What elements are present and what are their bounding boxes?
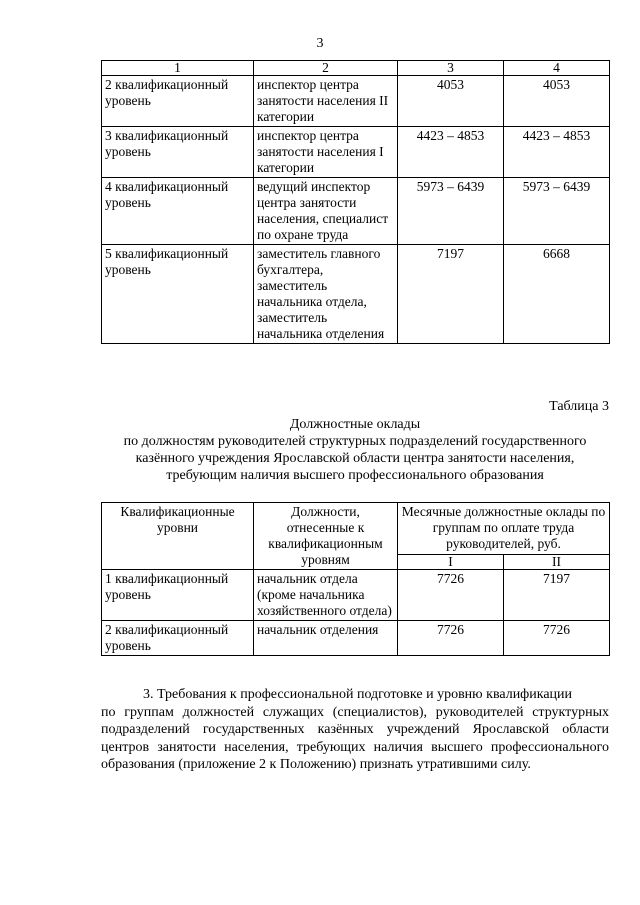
salary-value: 7197	[398, 245, 504, 344]
salary-value: 5973 – 6439	[398, 178, 504, 245]
page-number: 3	[316, 36, 324, 51]
qualification-level: 2 квалификационный уровень	[102, 621, 254, 656]
header-levels: Квалификационные уровни	[102, 503, 254, 570]
salary-value: 4053	[504, 76, 610, 127]
column-number: 4	[504, 61, 610, 76]
paragraph-text: по группам должностей служащих (специалистов), руководителей структурных подразделений государственных казённых учреждений Ярославской области центров занятости населения, требующих наличия высшего профессионального образования (приложение 2 к Положению) признать утратившими силу.	[101, 704, 609, 772]
position-name: начальник отделения	[254, 621, 398, 656]
paragraph-first-line: 3. Требования к профессиональной подготовке и уровню квалификации	[143, 687, 573, 702]
qualification-level: 2 квалификационный уровень	[102, 76, 254, 127]
header-salaries: Месячные должностные оклады по группам по оплате труда руководителей, руб.	[398, 503, 610, 555]
salary-value: 4423 – 4853	[504, 127, 610, 178]
salary-value: 7197	[504, 570, 610, 621]
position-name: заместитель главного бухгалтера, заместитель начальника отдела, заместитель начальника отделения	[254, 245, 398, 344]
position-name: инспектор центра занятости населения II категории	[254, 76, 398, 127]
table-title	[101, 416, 609, 484]
qualification-level: 3 квалификационный уровень	[102, 127, 254, 178]
position-name: начальник отдела (кроме начальника хозяйственного отдела)	[254, 570, 398, 621]
table-subtitle: по должностям руководителей структурных подразделений государственного казённого учреждения Ярославской области центра занятости населения, требующим наличия высшего профессионального образования	[123, 434, 587, 483]
table-number: Таблица 3	[549, 399, 609, 414]
table-row	[102, 245, 610, 344]
qualification-level: 4 квалификационный уровень	[102, 178, 254, 245]
salary-value: 4053	[398, 76, 504, 127]
table-row	[102, 570, 610, 621]
body-paragraph	[101, 686, 609, 774]
salary-table-continuation	[101, 60, 610, 344]
column-number: 2	[254, 61, 398, 76]
table-title-line: Должностные оклады	[289, 417, 421, 432]
salary-value: 7726	[398, 570, 504, 621]
salary-value: 7726	[398, 621, 504, 656]
header-group-1: I	[398, 554, 504, 569]
table-row	[102, 178, 610, 245]
position-name: инспектор центра занятости населения I категории	[254, 127, 398, 178]
qualification-level: 1 квалификационный уровень	[102, 570, 254, 621]
salary-value: 5973 – 6439	[504, 178, 610, 245]
table-row	[102, 621, 610, 656]
salary-value: 7726	[504, 621, 610, 656]
manager-salary-table	[101, 502, 610, 656]
header-positions: Должности, отнесенные к квалификационным уровням	[254, 503, 398, 570]
qualification-level: 5 квалификационный уровень	[102, 245, 254, 344]
column-number: 3	[398, 61, 504, 76]
column-number-row	[102, 61, 610, 76]
table-row	[102, 76, 610, 127]
salary-value: 4423 – 4853	[398, 127, 504, 178]
position-name: ведущий инспектор центра занятости населения, специалист по охране труда	[254, 178, 398, 245]
table-row	[102, 127, 610, 178]
header-row	[102, 503, 610, 555]
column-number: 1	[102, 61, 254, 76]
header-group-2: II	[504, 554, 610, 569]
salary-value: 6668	[504, 245, 610, 344]
